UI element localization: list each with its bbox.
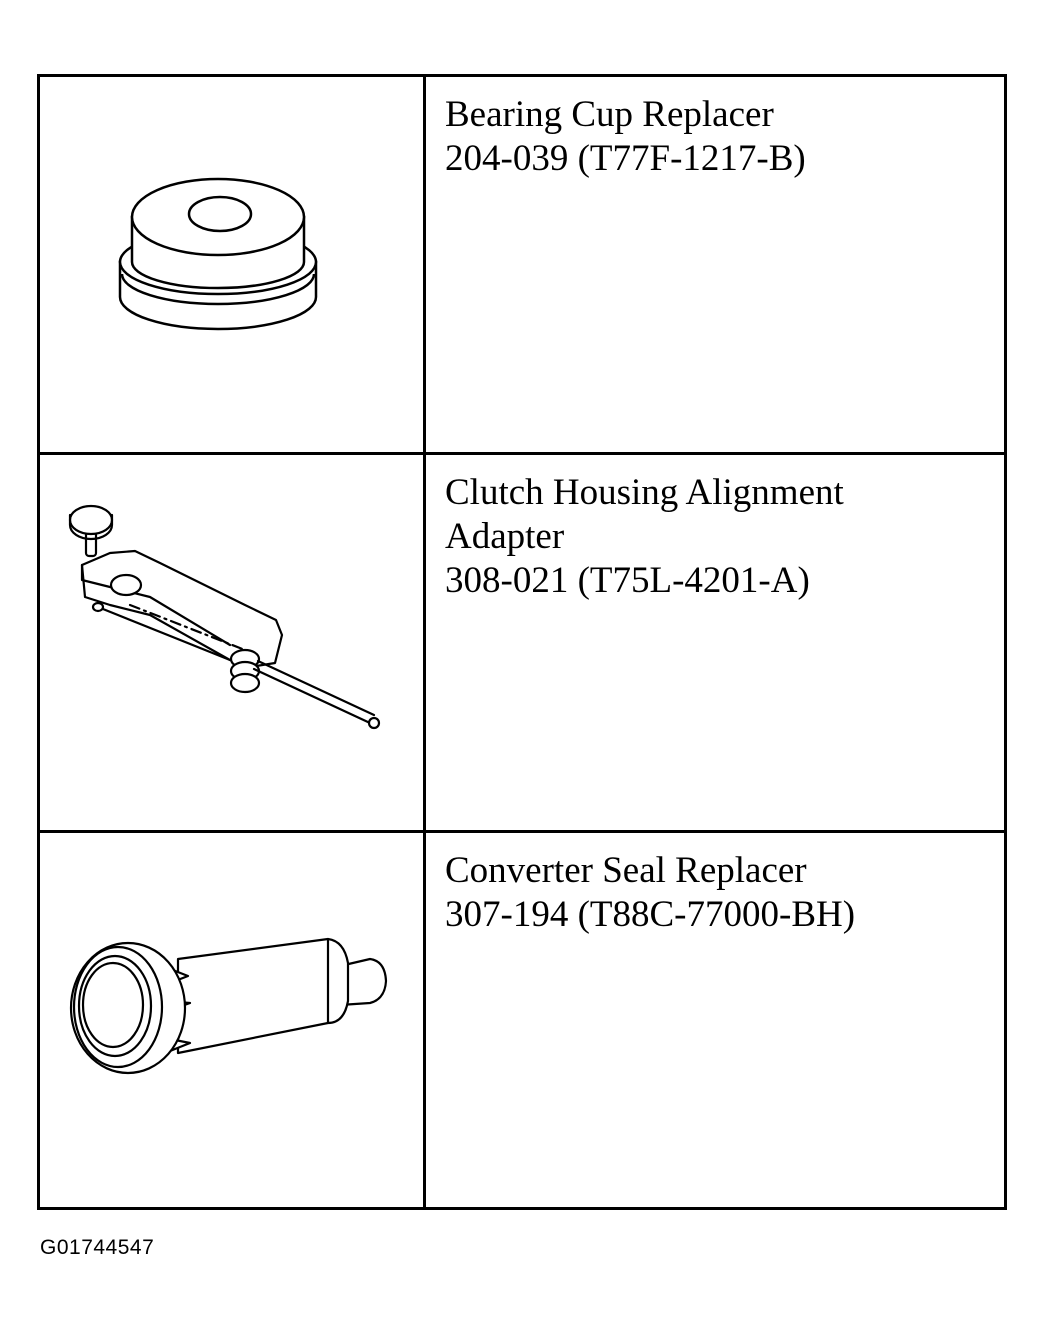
tool-part-number: 307-194 (T88C-77000-BH) (445, 894, 856, 935)
tool-part-number: 204-039 (T77F-1217-B) (445, 138, 806, 179)
tool-name-line: Clutch Housing Alignment (445, 472, 844, 513)
tool-name-line: Adapter (445, 516, 565, 557)
converter-seal-replacer-icon (40, 833, 423, 1207)
tool-description (426, 833, 1004, 1207)
tool-illustration-cell (40, 833, 426, 1207)
tool-illustration-cell (40, 77, 426, 455)
tool-description (426, 455, 1004, 833)
tool-name-line: Converter Seal Replacer (445, 850, 807, 891)
tool-name-line: Bearing Cup Replacer (445, 94, 774, 135)
tool-part-number: 308-021 (T75L-4201-A) (445, 560, 810, 601)
tool-description (426, 77, 1004, 455)
clutch-housing-alignment-adapter-icon (40, 455, 423, 830)
tool-illustration-cell (40, 455, 426, 833)
figure-id: G01744547 (40, 1236, 155, 1259)
special-tools-table (37, 74, 1007, 1210)
bearing-cup-replacer-icon (40, 77, 423, 452)
